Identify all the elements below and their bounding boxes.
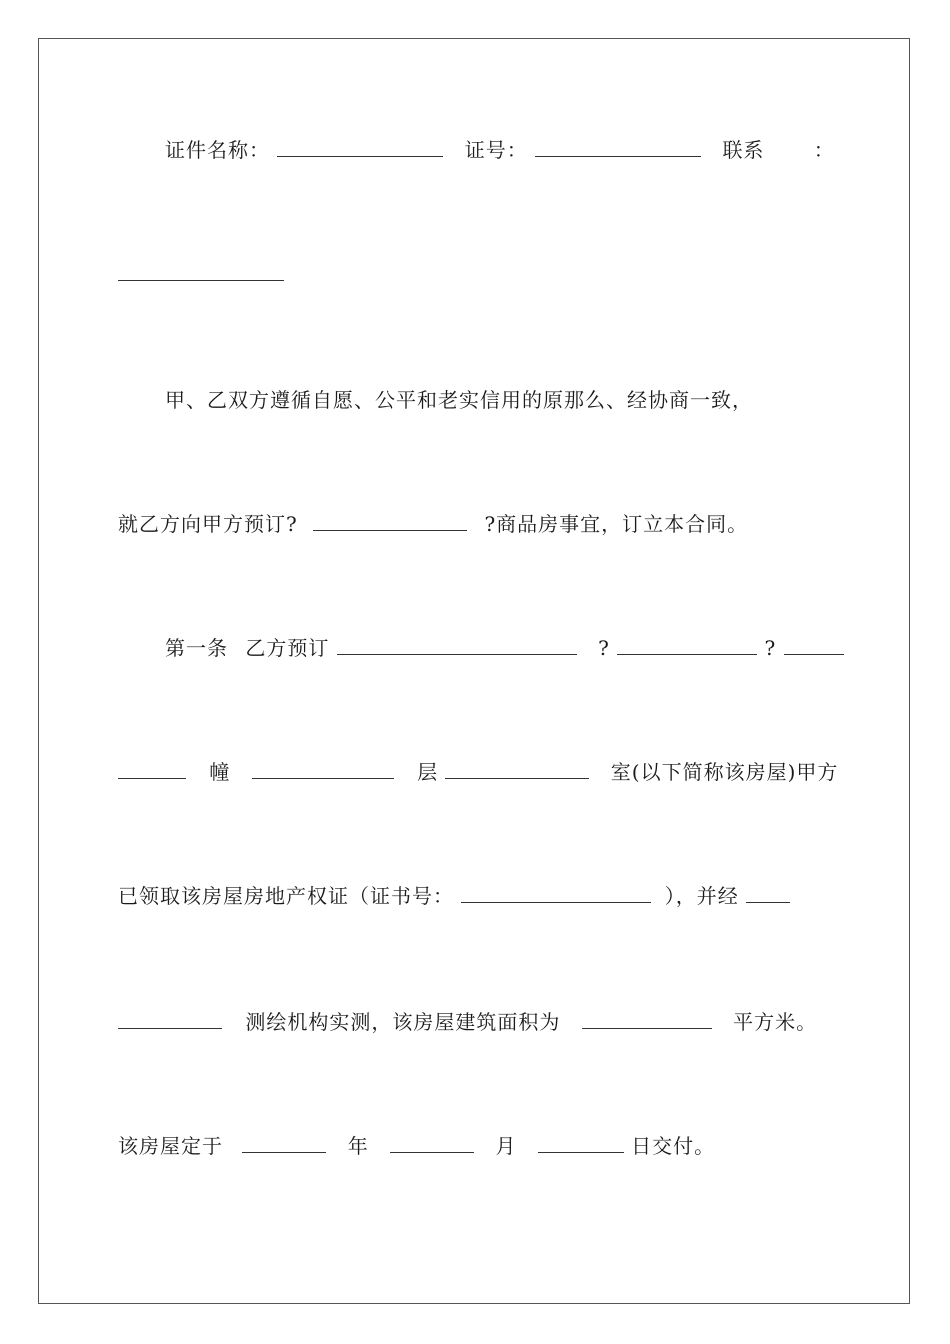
location-blank-2[interactable] [617,636,757,655]
cert-name-blank[interactable] [277,138,443,157]
page-border [38,38,910,1304]
para1-line1 [165,388,753,412]
para1-suffix: ?商品房事宜，订立本合同。 [484,512,749,536]
building-blank[interactable] [118,760,186,779]
para1-prefix: 就乙方向甲方预订? [118,512,298,536]
survey-org-blank-1[interactable] [746,884,790,903]
property-cert-no-blank[interactable] [461,884,651,903]
year-label: 年 [347,1134,369,1158]
area-blank[interactable] [582,1010,712,1029]
delivery-prefix: 该房屋定于 [118,1134,223,1158]
day-blank[interactable] [538,1134,624,1153]
area-text: 测绘机构实测，该房屋建筑面积为 [245,1010,561,1034]
cert-ref-suffix: ），并经 [664,884,739,908]
article1-line1 [165,636,844,660]
floor-label: 层 [417,760,439,784]
contact-label: 联系 [722,138,765,162]
contact-colon: ： [813,138,835,162]
floor-blank[interactable] [252,760,394,779]
id-line [165,138,835,162]
location-blank-3[interactable] [784,636,844,655]
room-blank[interactable] [445,760,589,779]
area-unit: 平方米。 [733,1010,818,1034]
article1-line2 [118,760,838,784]
para1-text1: 甲、乙双方遵循自愿、公平和老实信用的原那么、经协商一致， [165,388,753,412]
delivery-suffix: 日交付。 [631,1134,716,1158]
month-blank[interactable] [390,1134,474,1153]
q-mark-1: ? [598,636,610,660]
cert-no-label: 证号： [464,138,528,162]
building-label: 幢 [209,760,231,784]
project-name-blank[interactable] [313,512,467,531]
survey-org-blank-2[interactable] [118,1010,222,1029]
cert-no-blank[interactable] [535,138,701,157]
cert-ref-prefix: 已领取该房屋房地产权证（证书号： [118,884,454,908]
year-blank[interactable] [242,1134,326,1153]
room-label: 室(以下简称该房屋)甲方 [610,760,839,784]
month-label: 月 [495,1134,517,1158]
contact-blank[interactable] [118,262,284,281]
cert-name-label: 证件名称： [165,138,270,162]
q-mark-2: ? [764,636,777,660]
article1-label: 第一条 [165,636,228,660]
article1-line5 [118,1134,715,1158]
para1-line2 [118,512,748,536]
article1-line3 [118,884,790,908]
location-blank-1[interactable] [337,636,577,655]
article1-line4 [118,1010,817,1034]
contact-blank-line [118,262,284,286]
article1-text1: 乙方预订 [245,636,330,660]
